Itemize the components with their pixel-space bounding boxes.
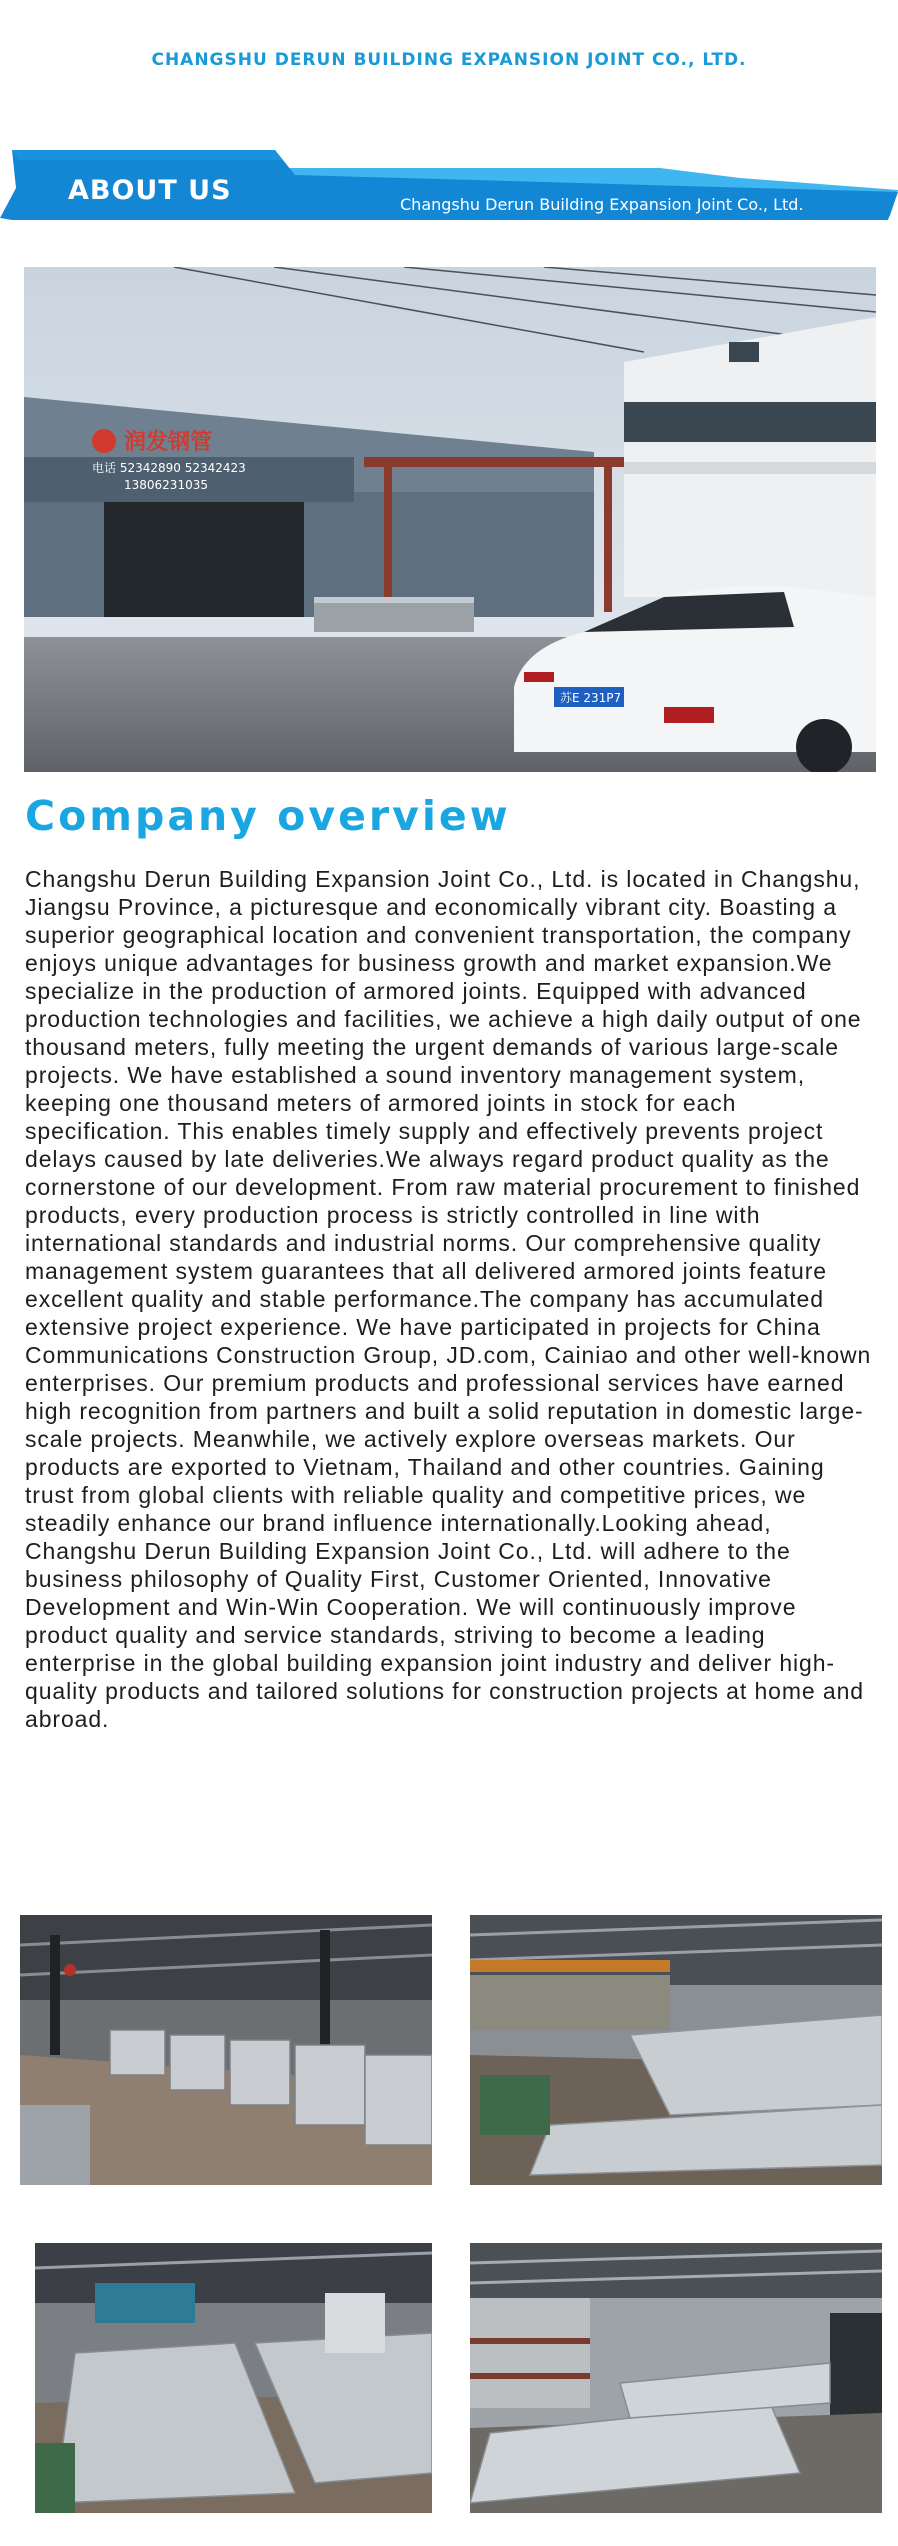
banner-subtitle: Changshu Derun Building Expansion Joint Co., Ltd.: [400, 195, 804, 214]
hero-factory-photo: [24, 267, 876, 772]
company-title: CHANGSHU DERUN BUILDING EXPANSION JOINT CO., LTD.: [151, 50, 747, 70]
factory-sign-phone: 电话 52342890 52342423: [92, 461, 246, 475]
company-overview-paragraph: Changshu Derun Building Expansion Joint Co., Ltd. is located in Changshu, Jiangsu Province, a picturesque and economically vibrant city. Boasting a superior geographical location and convenient transportation, the company enjoys unique advantages for business growth and market expansion.We specialize in the production of armored joints. Equipped with advanced production technologies and facilities, we achieve a high daily output of one thousand meters, fully meeting the urgent demands of various large-scale projects. We have established a sound inventory management system, keeping one thousand meters of armored joints in stock for each specification. This enables timely supply and effectively prevents project delays caused by late deliveries.We always regard product quality as the cornerstone of our development. From raw material procurement to finished products, every production process is strictly controlled in line with international standards and industrial norms. Our comprehensive quality management system guarantees that all delivered armored joints feature excellent quality and stable performance.The company has accumulated extensive project experience. We have participated in projects for China Communications Construction Group, JD.com, Cainiao and other well-known enterprises. Our premium products and professional services have earned high recognition from partners and built a solid reputation in domestic large-scale projects. Meanwhile, we actively explore overseas markets. Our products are exported to Vietnam, Thailand and other countries. Gaining trust from global clients with reliable quality and competitive prices, we steadily enhance our brand influence internationally.Looking ahead, Changshu Derun Building Expansion Joint Co., Ltd. will adhere to the business philosophy of Quality First, Customer Oriented, Innovative Development and Win-Win Cooperation. We will continuously improve product quality and service standards, striving to become a leading enterprise in the global building expansion joint industry and deliver high-quality products and tailored solutions for construction projects at home and abroad.: [25, 866, 872, 1732]
factory-sign-mobile: 13806231035: [124, 478, 208, 492]
license-plate: 苏E 231P7: [560, 691, 622, 705]
banner-title: ABOUT US: [68, 175, 232, 206]
section-title-company-overview: Company overview: [25, 792, 511, 840]
gallery-photo-production-line: [35, 2243, 432, 2513]
about-us-banner: [0, 140, 898, 240]
gallery-photo-workshop: [470, 1915, 882, 2185]
factory-sign-text: 润发钢管: [124, 430, 213, 455]
gallery-photo-stock-racks: [470, 2243, 882, 2513]
gallery-photo-warehouse: [20, 1915, 432, 2185]
